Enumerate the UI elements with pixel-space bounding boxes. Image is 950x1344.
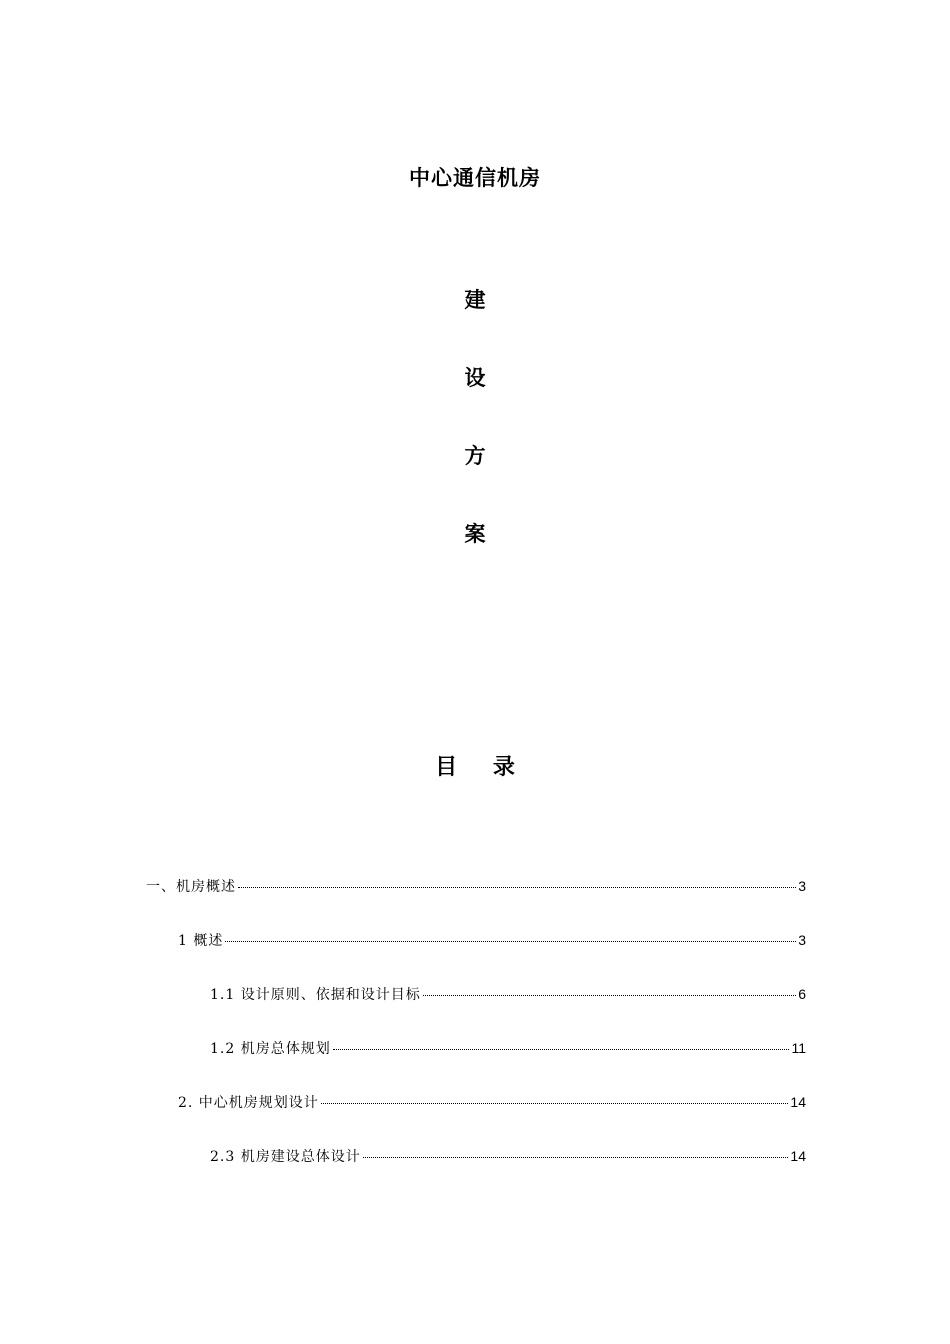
toc-page-number: 14 — [790, 1148, 806, 1164]
toc-entry-text: 2. 中心机房规划设计 — [178, 1095, 319, 1111]
vertical-title-char-4: 案 — [464, 522, 486, 546]
toc-page-number: 14 — [790, 1094, 806, 1110]
toc-entry[interactable] — [146, 876, 806, 896]
toc-entry-text: 1.2 机房总体规划 — [210, 1041, 331, 1057]
toc-entry-text: 2.3 机房建设总体设计 — [210, 1149, 361, 1165]
toc-entry[interactable] — [210, 984, 806, 1004]
toc-entry-text: 1.1 设计原则、依据和设计目标 — [210, 987, 421, 1003]
toc-entry-text: 一、机房概述 — [146, 879, 236, 895]
toc-leader-dots — [423, 995, 796, 996]
toc-leader-dots — [363, 1157, 789, 1158]
toc-entry[interactable] — [210, 1146, 806, 1166]
vertical-title-char-2: 设 — [464, 366, 486, 390]
toc-page-number: 3 — [798, 932, 806, 948]
toc-entry[interactable] — [178, 930, 806, 950]
vertical-title-char-1: 建 — [464, 288, 486, 312]
toc-entry-text: 1 概述 — [178, 933, 224, 949]
toc-heading: 目 录 — [435, 755, 529, 780]
toc-leader-dots — [238, 887, 796, 888]
toc-leader-dots — [225, 941, 796, 942]
toc-page-number: 11 — [791, 1040, 806, 1056]
toc-leader-dots — [321, 1103, 789, 1104]
toc-entry[interactable] — [178, 1092, 806, 1112]
vertical-title-char-3: 方 — [464, 444, 486, 468]
toc-page-number: 6 — [798, 986, 806, 1002]
toc-page-number: 3 — [798, 878, 806, 894]
document-title: 中心通信机房 — [409, 166, 541, 190]
toc-leader-dots — [333, 1049, 790, 1050]
toc-entry[interactable] — [210, 1038, 806, 1058]
